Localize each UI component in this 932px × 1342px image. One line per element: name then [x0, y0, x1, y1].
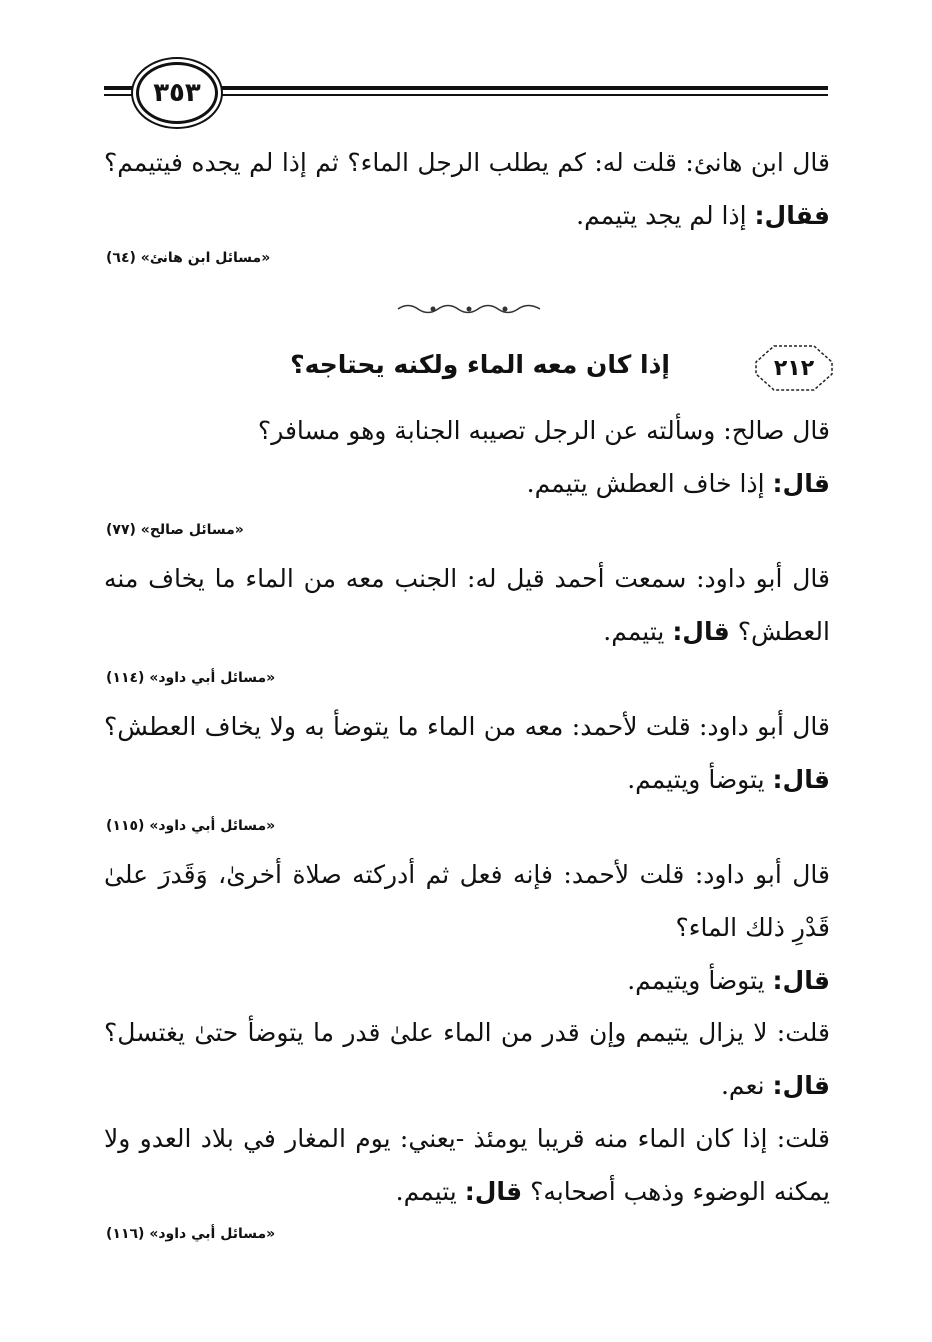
answer-text: نعم.	[720, 1071, 765, 1100]
header-rule-right-thin	[210, 94, 828, 96]
header-rule-left-thin	[104, 94, 140, 96]
answer-label: قال:	[772, 765, 830, 794]
answer-text: إذا خاف العطش يتيمم.	[526, 469, 765, 498]
answer-label: فقال:	[754, 201, 830, 230]
page-number-badge	[136, 62, 218, 124]
answer-text: يتوضأ ويتيمم.	[627, 966, 765, 995]
paragraph-text: قال أبو داود: سمعت أحمد قيل له: الجنب معه من الماء ما يخاف منه العطش؟	[104, 564, 830, 646]
question-number-badge	[752, 342, 836, 394]
paragraph-text: قلت: لا يزال يتيمم وإن قدر من الماء علىٰ قدر ما يتوضأ حتىٰ يغتسل؟	[104, 1018, 830, 1047]
paragraph-ibn-hani	[104, 136, 830, 242]
answer-label: قال:	[672, 617, 730, 646]
paragraph-salih	[104, 404, 830, 510]
paragraph-abu-dawud-114	[104, 552, 830, 658]
answer-text: يتيمم.	[395, 1177, 457, 1206]
paragraph-abu-dawud-prayer	[104, 848, 830, 1007]
header-rule-left	[104, 86, 140, 90]
answer-text: يتيمم.	[603, 617, 665, 646]
ornament-divider	[396, 302, 542, 316]
paragraph-text: قال صالح: وسألته عن الرجل تصيبه الجنابة وهو مسافر؟	[257, 416, 830, 445]
header-rule-right	[210, 86, 828, 90]
paragraph-text: قلت: إذا كان الماء منه قريبا يومئذ -يعني: يوم المغار في بلاد العدو ولا يمكنه الوضوء وذهب أصحابه؟	[104, 1124, 830, 1206]
answer-text: إذا لم يجد يتيمم.	[576, 201, 747, 230]
paragraph-until-ghusl	[104, 1006, 830, 1112]
answer-label: قال:	[772, 966, 830, 995]
section-heading: إذا كان معه الماء ولكنه يحتاجه؟	[290, 350, 670, 379]
answer-label: قال:	[772, 1071, 830, 1100]
source-citation: «مسائل أبي داود» (١١٥)	[106, 818, 276, 834]
source-citation: «مسائل أبي داود» (١١٦)	[106, 1226, 276, 1242]
answer-label: قال:	[464, 1177, 523, 1206]
source-citation: «مسائل أبي داود» (١١٤)	[106, 670, 276, 686]
question-number: ٢١٢	[773, 355, 815, 381]
paragraph-text: قال أبو داود: قلت لأحمد: فإنه فعل ثم أدركته صلاة أخرىٰ، وَقَدرَ علىٰ قَدْرِ ذلك الماء؟	[104, 860, 830, 942]
answer-label: قال:	[772, 469, 830, 498]
paragraph-text: قال أبو داود: قلت لأحمد: معه من الماء ما يتوضأ به ولا يخاف العطش؟	[104, 712, 830, 741]
source-citation: «مسائل ابن هانئ» (٦٤)	[106, 250, 271, 266]
page-number: ٣٥٣	[153, 78, 201, 108]
source-citation: «مسائل صالح» (٧٧)	[106, 522, 244, 538]
paragraph-abu-dawud-115	[104, 700, 830, 806]
paragraph-water-near	[104, 1112, 830, 1218]
answer-text: يتوضأ ويتيمم.	[627, 765, 765, 794]
paragraph-text: قال ابن هانئ: قلت له: كم يطلب الرجل الماء؟ ثم إذا لم يجده فيتيمم؟	[104, 148, 830, 177]
